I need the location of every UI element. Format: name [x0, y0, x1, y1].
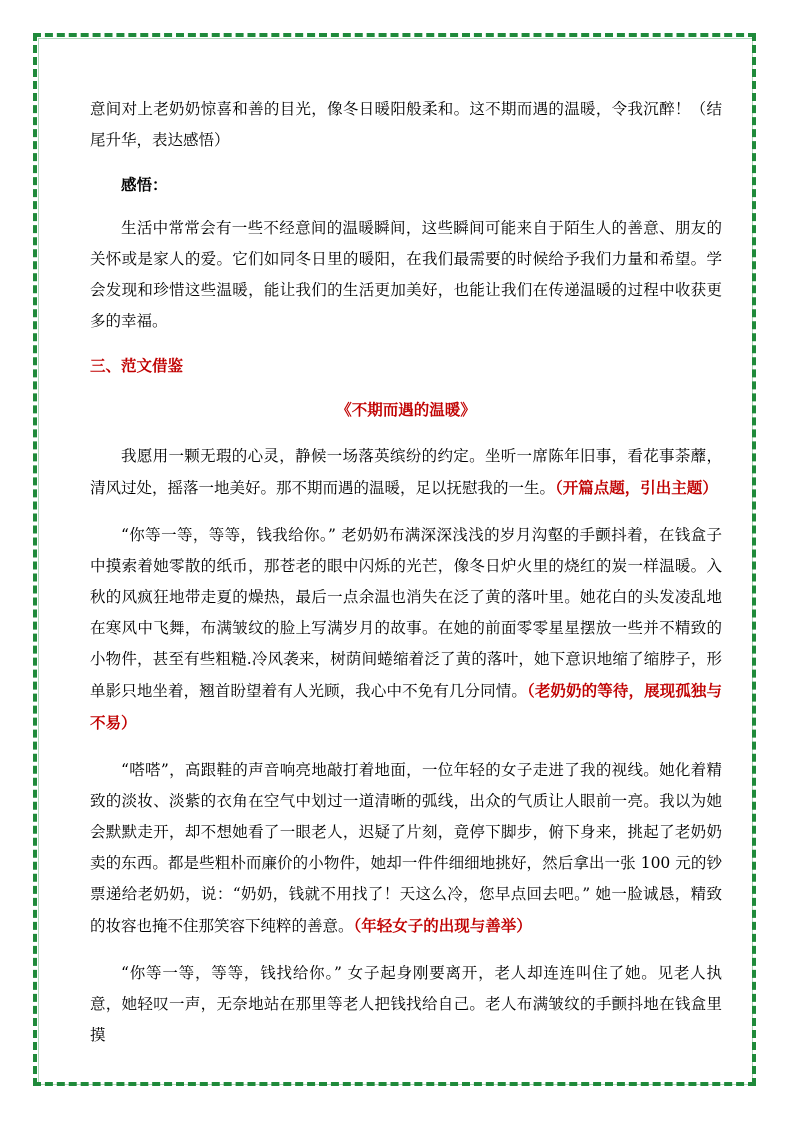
essay-paragraph-2-text: “你等一等，等等，钱我给你。” 老奶奶布满深深浅浅的岁月沟壑的手颤抖着，在钱盒子中摸索着她零散的纸币，那苍老的眼中闪烁的光芒，像冬日炉火里的烧红的炭一样温暖。入秋的风疯狂地带走夏的燥热，最后一点余温也消失在泛了黄的落叶里。她花白的头发凌乱地在寒风中飞舞，布满皱纹的脸上写满岁月的故事。在她的前面零零星星摆放一些并不精致的小物件，甚至有些粗糙.冷风袭来，树荫间蜷缩着泛了黄的落叶，她下意识地缩了缩脖子，形单影只地坐着，翘首盼望着有人光顾，我心中不免有几分同情。 [90, 526, 722, 700]
essay-paragraph-3-text: “嗒嗒”，高跟鞋的声音响亮地敲打着地面，一位年轻的女子走进了我的视线。她化着精致的淡妆、淡紫的衣角在空气中划过一道清晰的弧线，出众的气质让人眼前一亮。我以为她会默默走开，却不想她看了一眼老人，迟疑了片刻，竟停下脚步，俯下身来，挑起了老奶奶卖的东西。都是些粗朴而廉价的小物件，她却一件件细细地挑好，然后拿出一张 100 元的钞票递给老奶奶，说：“奶奶，钱就不用找了！天这么冷，您早点回去吧。” 她一脸诚恳，精致的妆容也掩不住那笑容下纯粹的善意。 [90, 761, 722, 935]
insight-label: 感悟： [121, 175, 168, 194]
essay-paragraph-3-note: （年轻女子的出现与善举） [353, 916, 532, 935]
essay-paragraph-2-note: （老奶奶的等待，展现孤独与不易） [90, 681, 722, 732]
essay-paragraph-4: “你等一等，等等，钱找给你。” 女子起身刚要离开，老人却连连叫住了她。见老人执意，她轻叹一声，无奈地站在那里等老人把钱找给自己。老人布满皱纹的手颤抖地在钱盒里摸 [90, 964, 722, 1044]
essay-paragraph-1-note: （开篇点题，引出主题） [555, 478, 718, 497]
conclusion-paragraph [90, 94, 722, 156]
essay-paragraph-1-text: 我愿用一颗无瑕的心灵，静候一场落英缤纷的约定。坐听一席陈年旧事，看花事荼蘼，清风过处，摇落一地美好。那不期而遇的温暖，足以抚慰我的一生。 [90, 447, 722, 497]
essay-title: 《不期而遇的温暖》 [336, 400, 476, 419]
conclusion-text: 意间对上老奶奶惊喜和善的目光，像冬日暖阳般柔和。这不期而遇的温暖，令我沉醉！（结尾升华，表达感悟） [90, 100, 722, 149]
insight-paragraph: 生活中常常会有一些不经意间的温暖瞬间，这些瞬间可能来自于陌生人的善意、朋友的关怀或是家人的爱。它们如同冬日里的暖阳，在我们最需要的时候给予我们力量和希望。学会发现和珍惜这些温暖，能让我们的生活更加美好，也能让我们在传递温暖的过程中收获更多的幸福。 [90, 219, 722, 330]
document-body [90, 94, 722, 1051]
essay-paragraph-3 [90, 755, 722, 942]
essay-paragraph-1 [90, 441, 722, 504]
essay-paragraph-2 [90, 520, 722, 739]
section-title: 三、范文借鉴 [90, 356, 184, 375]
